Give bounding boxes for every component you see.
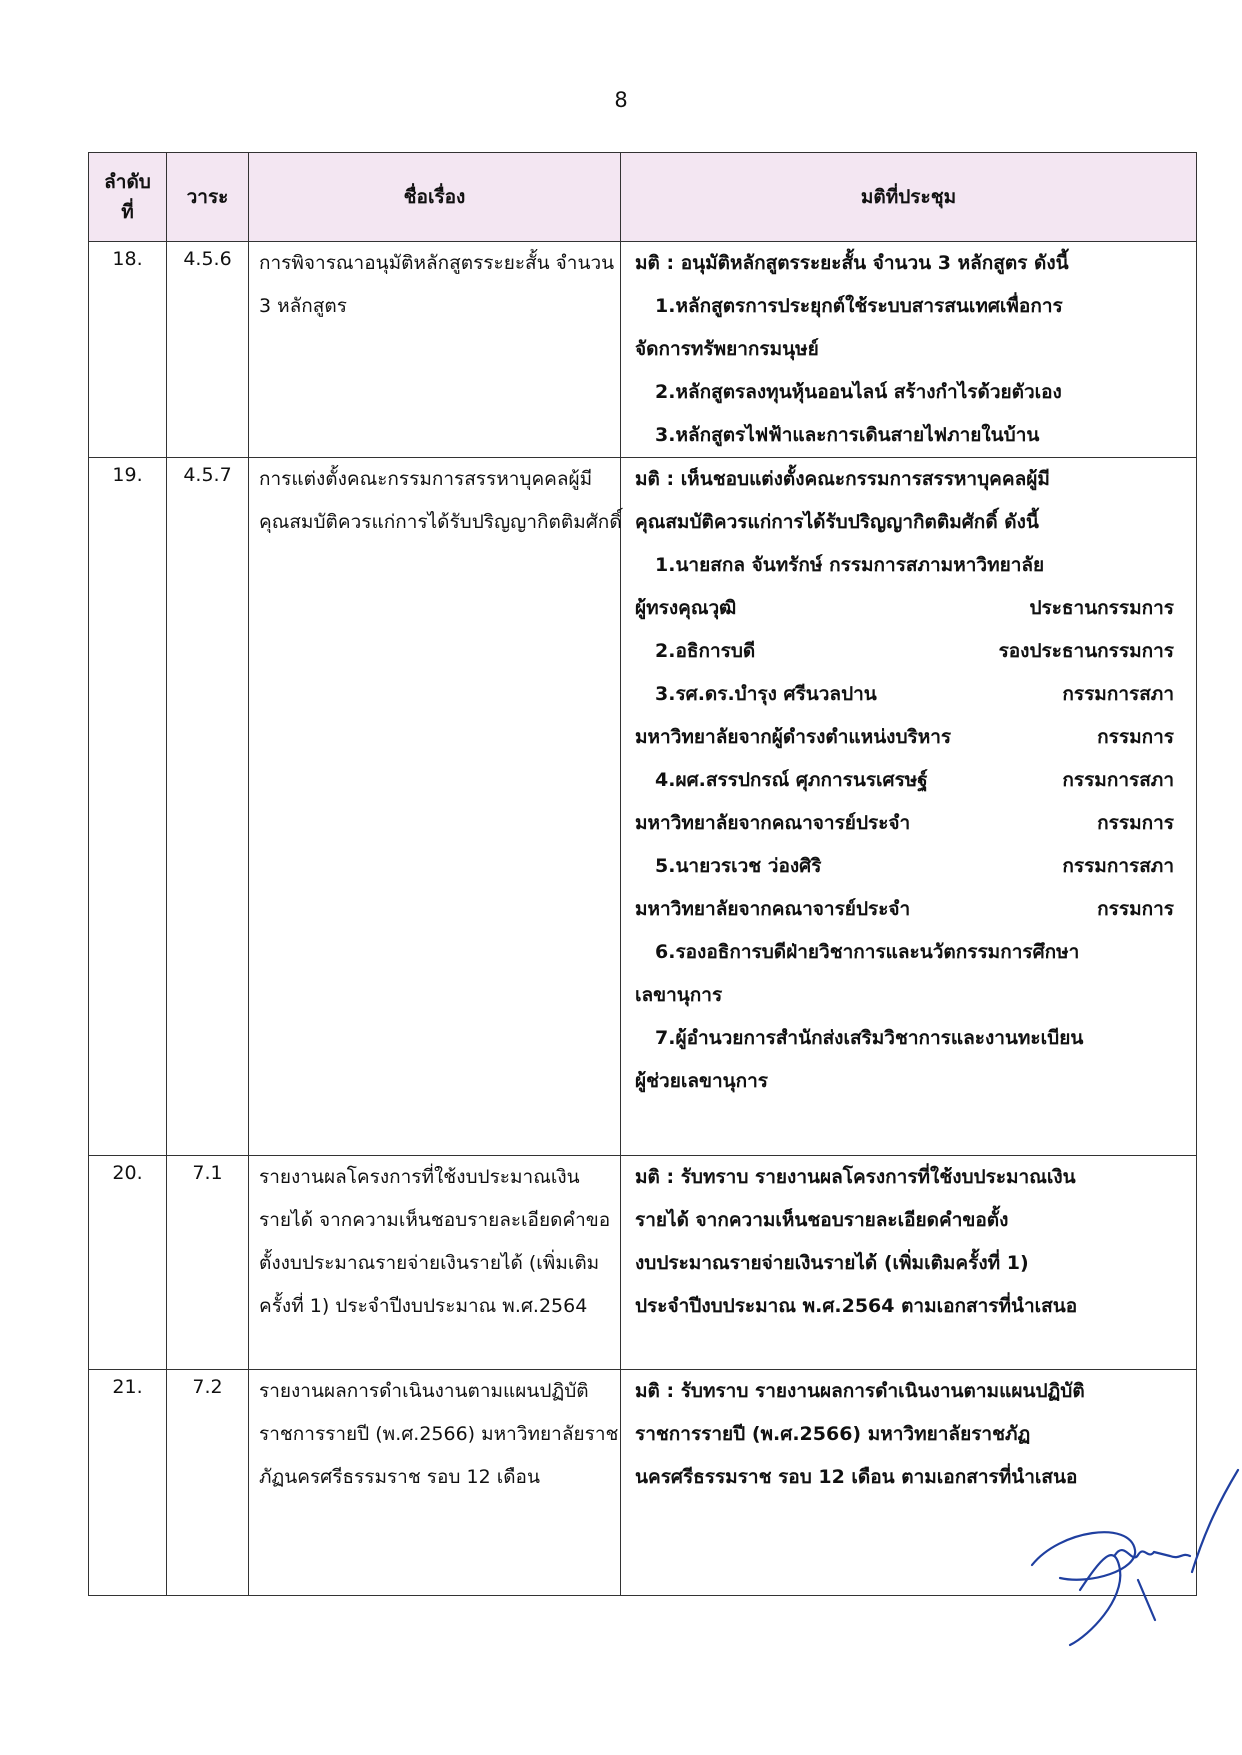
row-resolution: มติ : รับทราบ รายงานผลโครงการที่ใช้งบประมาณเงิน รายได้ จากความเห็นชอบรายละเอียดคำขอตั้ง งบประมาณรายจ่ายเงินรายได้ (เพิ่มเติมครั้งที่ 1) ประจำปีงบประมาณ พ.ศ.2564 ตามเอกสารที่นำเสนอ [621, 1156, 1197, 1370]
row-resolution: มติ : เห็นชอบแต่งตั้งคณะกรรมการสรรหาบุคคลผู้มี คุณสมบัติควรแก่การได้รับปริญญากิตติมศักดิ์ ดังนี้ 1.นายสกล จันทรักษ์ กรรมการสภามหาวิทยาลัย ผู้ทรงคุณวุฒิ ประธานกรรมการ 2.อธิการบดี รองประธานกรรมการ 3.รศ.ดร.บำรุง ศรีนวลปาน กรรมการสภา มหาวิทยาลัยจากผู้ดำรงตำแหน่งบริหาร กรรมการ 4.ผศ.สรรปกรณ์ ศุภการนรเศรษฐ์ กรรมการสภา มหาวิทยาลัยจากคณาจารย์ประจำ กรรมการ 5.นายวรเวช ว่องศิริ กรรมการสภา มหาวิทยาลัยจากคณาจารย์ประจำ กรรมการ 6.รองอธิการบดีฝ่ายวิชาการและนวัตกรรมการศึกษา เลขานุการ 7.ผู้อำนวยการสำนักส่งเสริมวิชาการและงานทะเบียน ผู้ช่วยเลขานุการ [621, 458, 1197, 1156]
header-agenda: วาระ [167, 153, 249, 242]
table-row [89, 458, 1197, 1156]
row-resolution: มติ : รับทราบ รายงานผลการดำเนินงานตามแผนปฏิบัติ ราชการรายปี (พ.ศ.2566) มหาวิทยาลัยราชภัฏ นครศรีธรรมราช รอบ 12 เดือน ตามเอกสารที่นำเสนอ [621, 1370, 1197, 1596]
header-resolution: มติที่ประชุม [621, 153, 1197, 242]
row-agenda: 7.1 [167, 1156, 249, 1370]
row-number: 20. [89, 1156, 167, 1370]
header-order-no: ลำดับ ที่ [89, 153, 167, 242]
row-agenda: 4.5.7 [167, 458, 249, 1156]
row-subject: การแต่งตั้งคณะกรรมการสรรหาบุคคลผู้มี คุณสมบัติควรแก่การได้รับปริญญากิตติมศักดิ์ [249, 458, 621, 1156]
row-subject: รายงานผลโครงการที่ใช้งบประมาณเงิน รายได้ จากความเห็นชอบรายละเอียดคำขอ ตั้งงบประมาณรายจ่ายเงินรายได้ (เพิ่มเติม ครั้งที่ 1) ประจำปีงบประมาณ พ.ศ.2564 [249, 1156, 621, 1370]
signature [1020, 1460, 1240, 1660]
table-row [89, 1156, 1197, 1370]
table-row [89, 242, 1197, 458]
row-subject: การพิจารณาอนุมัติหลักสูตรระยะสั้น จำนวน 3 หลักสูตร [249, 242, 621, 458]
signature-strokes [1032, 1470, 1238, 1645]
row-resolution: มติ : อนุมัติหลักสูตรระยะสั้น จำนวน 3 หลักสูตร ดังนี้ 1.หลักสูตรการประยุกต์ใช้ระบบสารสนเทศเพื่อการ จัดการทรัพยากรมนุษย์ 2.หลักสูตรลงทุนหุ้นออนไลน์ สร้างกำไรด้วยตัวเอง 3.หลักสูตรไฟฟ้าและการเดินสายไฟภายในบ้าน [621, 242, 1197, 458]
page-number: 8 [614, 88, 628, 112]
row-agenda: 7.2 [167, 1370, 249, 1596]
resolutions-table [88, 152, 1197, 1596]
row-agenda: 4.5.6 [167, 242, 249, 458]
row-number: 21. [89, 1370, 167, 1596]
row-subject: รายงานผลการดำเนินงานตามแผนปฏิบัติ ราชการรายปี (พ.ศ.2566) มหาวิทยาลัยราช ภัฏนครศรีธรรมราช รอบ 12 เดือน [249, 1370, 621, 1596]
row-number: 18. [89, 242, 167, 458]
row-number: 19. [89, 458, 167, 1156]
table-header-row [89, 153, 1197, 242]
header-subject: ชื่อเรื่อง [249, 153, 621, 242]
